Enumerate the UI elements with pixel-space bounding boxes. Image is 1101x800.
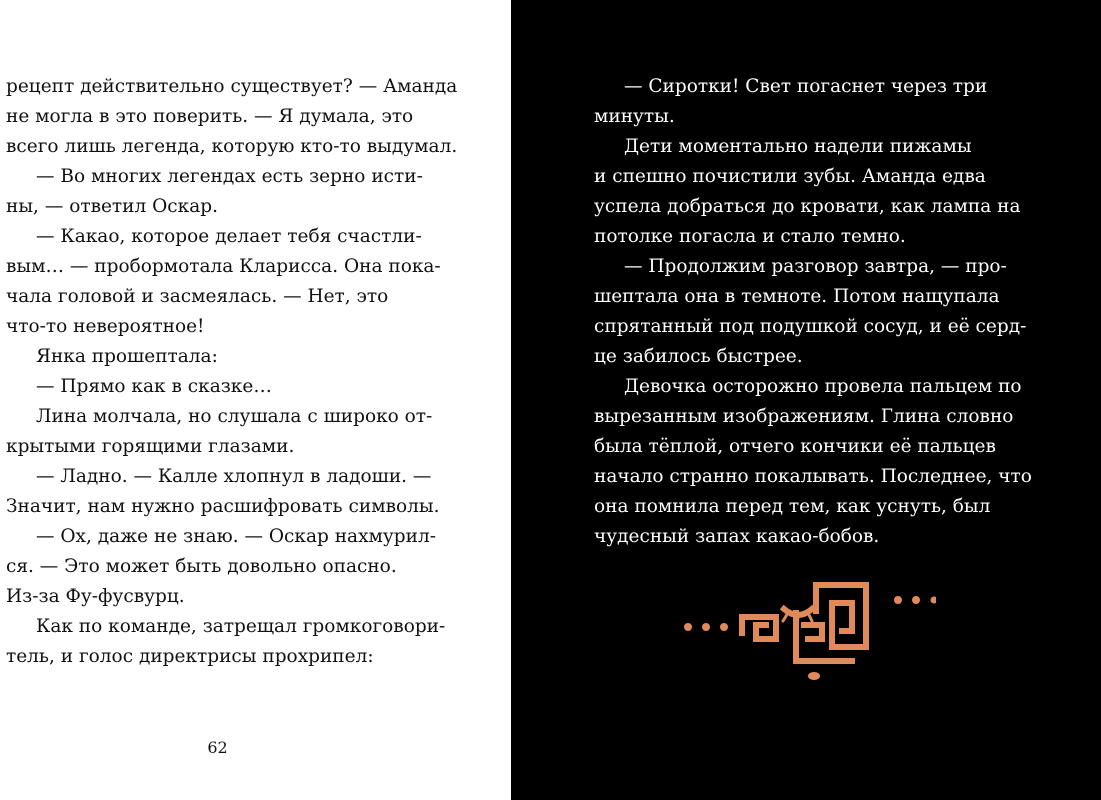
right_page-text-line: Дети моментально надели пижамы	[624, 136, 972, 157]
left-page-text	[6, 72, 457, 672]
left_page-text-line: — Какао, которое делает тебя счастли-	[36, 226, 422, 247]
right-page-text	[594, 72, 1032, 552]
left_page-text-line: не могла в это поверить. — Я думала, это	[6, 106, 414, 127]
right_page-text-line: она помнила перед тем, как уснуть, был	[594, 496, 991, 517]
left_page-text-line: — Прямо как в сказке…	[36, 376, 272, 397]
right-page	[511, 0, 1101, 800]
left_page-text-line: Из-за Фу-фусвурц.	[6, 586, 185, 607]
left_page-text-line: — Ладно. — Калле хлопнул в ладоши. —	[36, 466, 432, 487]
left_page-text-line: что-то невероятное!	[6, 316, 205, 337]
left_page-text-line: ся. — Это может быть довольно опасно.	[6, 556, 397, 577]
left_page-text-line: ны, — ответил Оскар.	[6, 196, 218, 217]
left_page-text-line: — Во многих легендах есть зерно исти-	[36, 166, 423, 187]
left_page-text-line: Лина молчала, но слушала с широко от-	[36, 406, 433, 427]
left_page-text-line: чала головой и засмеялась. — Нет, это	[6, 286, 389, 307]
right_page-text-line: спрятанный под подушкой сосуд, и её серд-	[594, 316, 1027, 337]
right_page-text-line: вырезанным изображениям. Глина словно	[594, 406, 1014, 427]
right_page-text-line: была тёплой, отчего кончики её пальцев	[594, 436, 996, 457]
left_page-text-line: Как по команде, затрещал громкоговори-	[36, 616, 446, 637]
right_page-text-line: успела добраться до кровати, как лампа на	[594, 196, 1021, 217]
left_page-text-line: крытыми горящими глазами.	[6, 436, 295, 457]
page-number: 62	[207, 738, 228, 757]
left_page-text-line: вым… — пробормотала Кларисса. Она пока-	[6, 256, 441, 277]
left_page-text-line: тель, и голос директрисы прохрипел:	[6, 646, 374, 667]
right_page-text-line: — Продолжим разговор завтра, — про-	[624, 256, 1007, 277]
left_page-text-line: всего лишь легенда, которую кто-то выдумал.	[6, 136, 458, 157]
right_page-text-line: це забилось быстрее.	[594, 346, 803, 367]
right_page-text-line: Девочка осторожно провела пальцем по	[624, 376, 1022, 397]
left_page-text-line: Значит, нам нужно расшифровать символы.	[6, 496, 440, 517]
left_page-text-line: рецепт действительно существует? — Аманда	[6, 76, 458, 97]
left-page	[0, 0, 511, 800]
left_page-text-line: — Ох, даже не знаю. — Оскар нахмурил-	[36, 526, 436, 547]
right_page-text-line: и спешно почистили зубы. Аманда едва	[594, 166, 986, 187]
right_page-text-line: потолке погасла и стало темно.	[594, 226, 906, 247]
left_page-text-line: Янка прошептала:	[36, 346, 218, 367]
right_page-text-line: начало странно покалывать. Последнее, что	[594, 466, 1032, 487]
right_page-text-line: минуты.	[594, 106, 675, 127]
right_page-text-line: — Сиротки! Свет погаснет через три	[624, 76, 988, 97]
right_page-text-line: шептала она в темноте. Потом нащупала	[594, 286, 1000, 307]
sleeping-face-glyph-icon	[676, 575, 936, 685]
right_page-text-line: чудесный запах какао-бобов.	[594, 526, 880, 547]
